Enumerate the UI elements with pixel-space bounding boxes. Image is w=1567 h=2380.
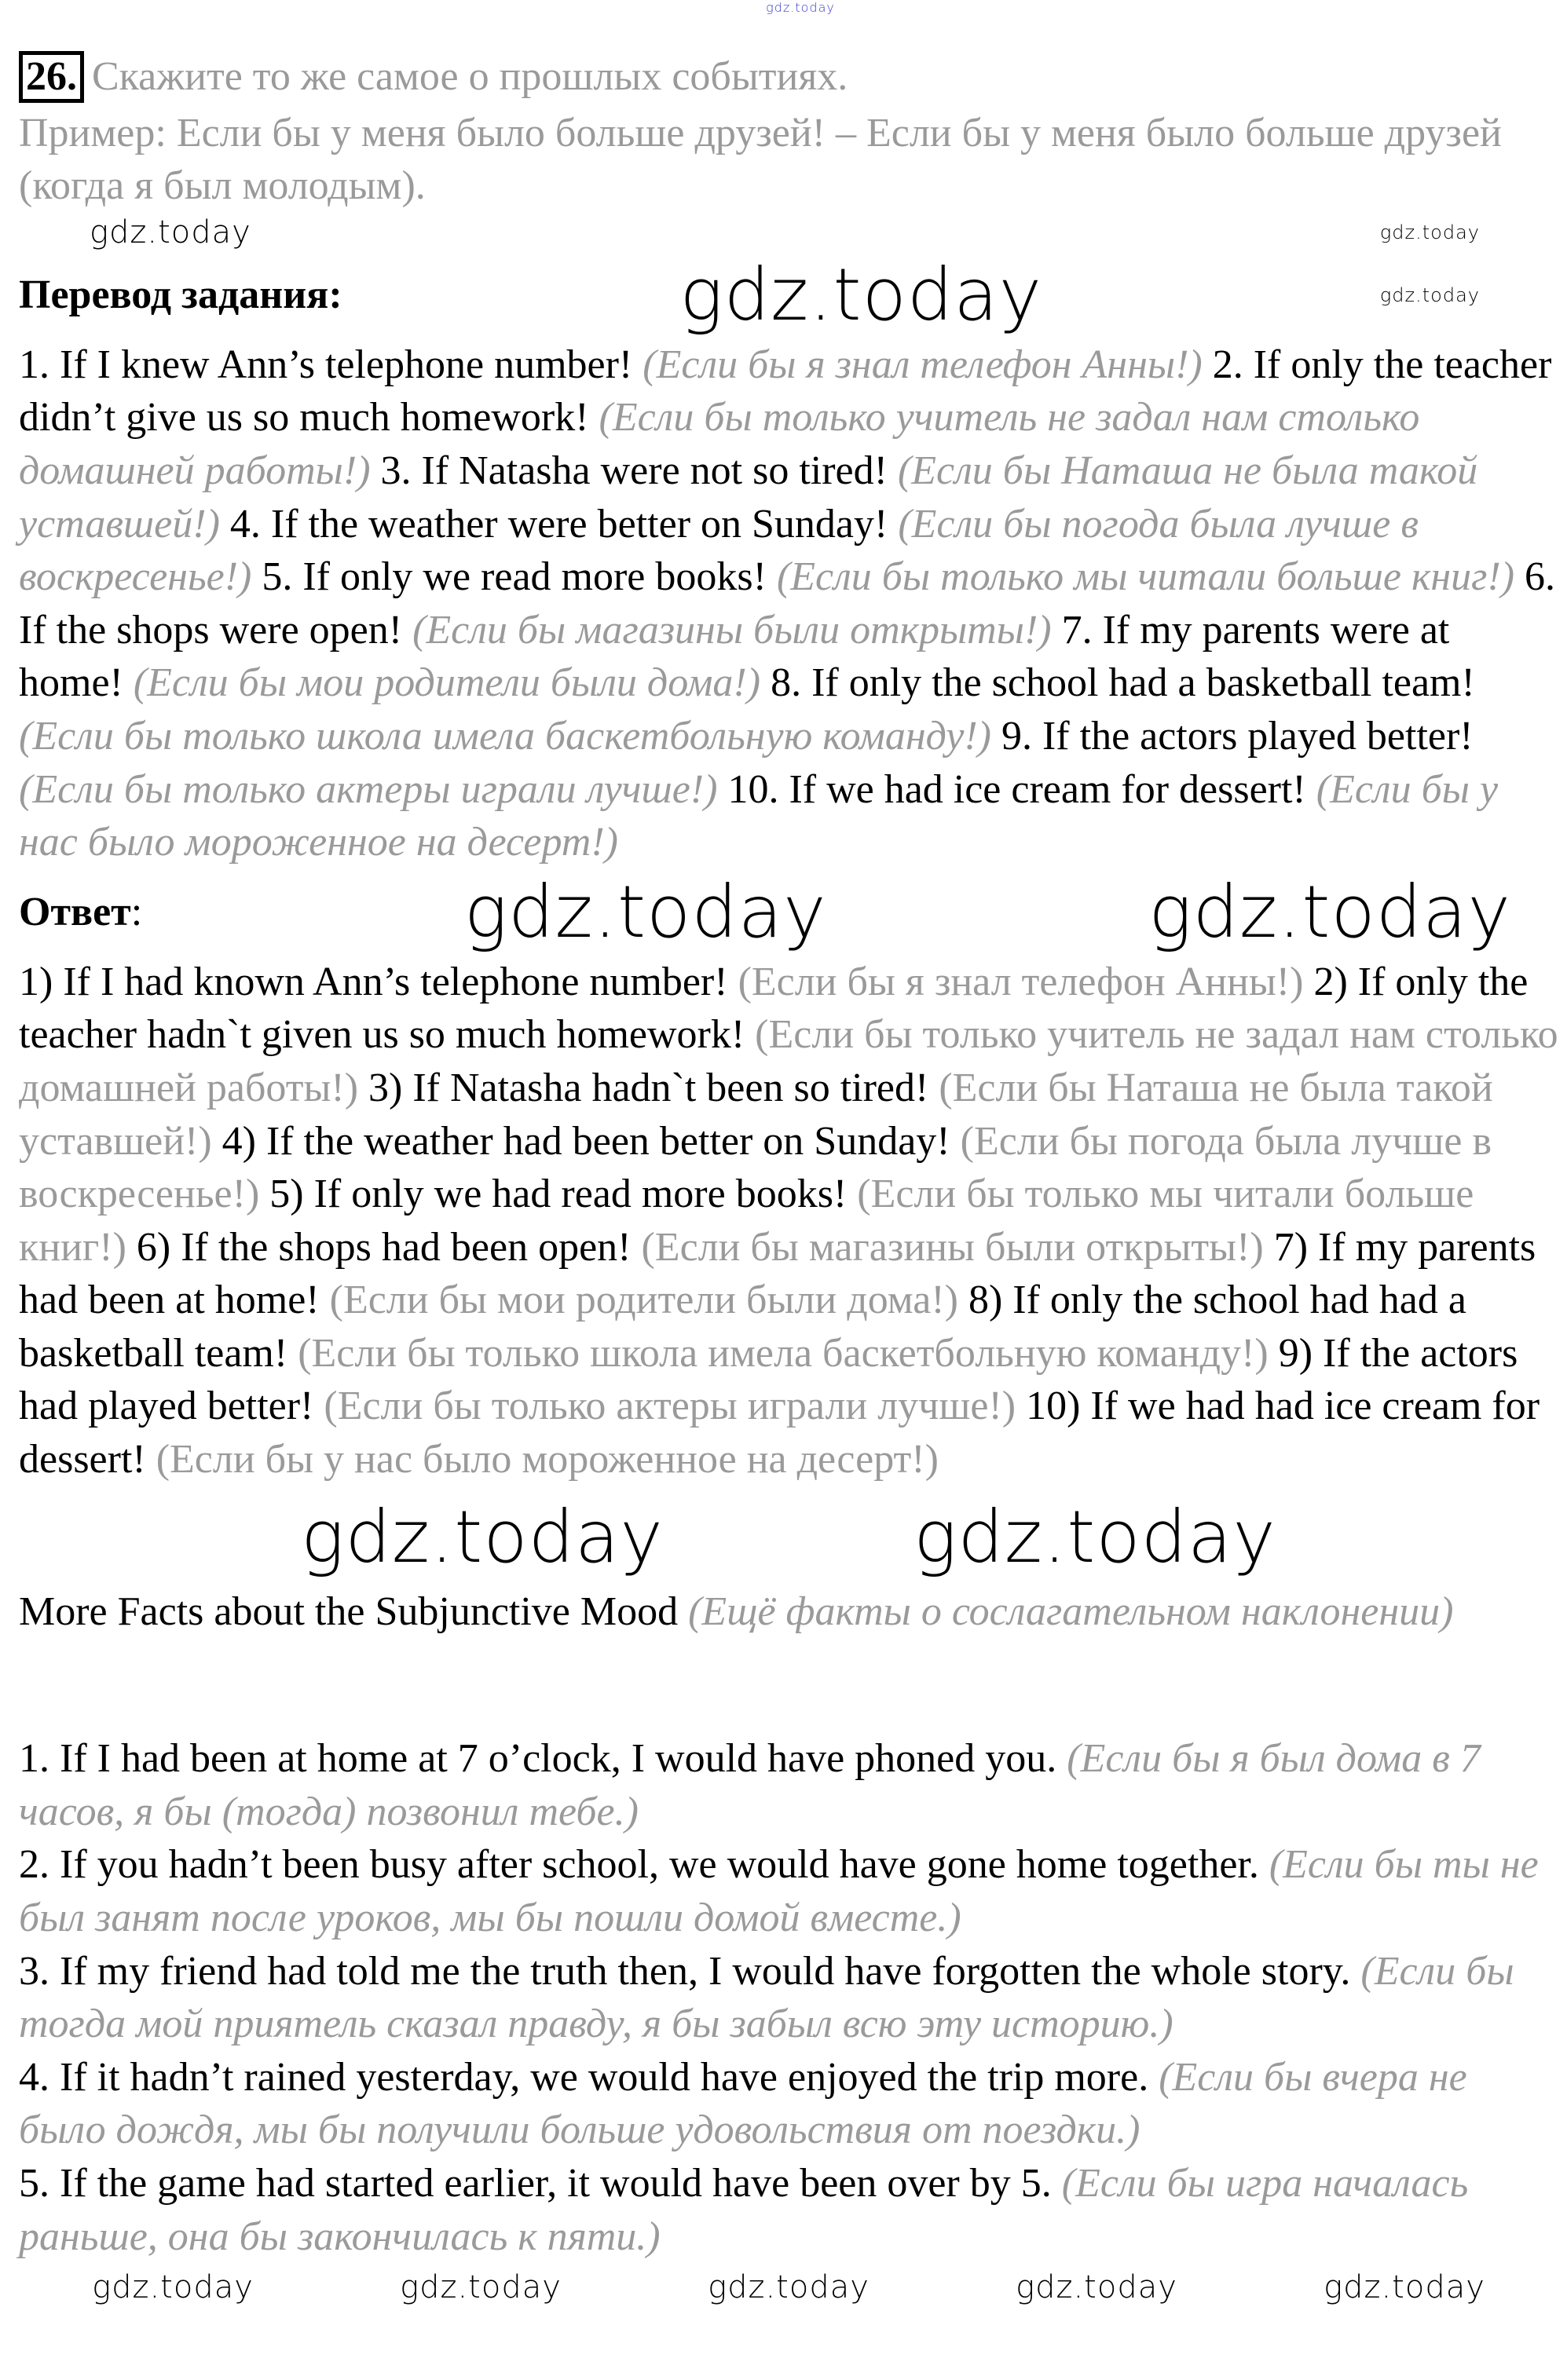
sentence-item — [19, 1945, 1558, 2051]
sentence-item — [19, 1838, 1558, 1944]
translation-paragraph — [19, 338, 1558, 869]
sentence-item — [262, 554, 1525, 599]
watermark: gdz.today — [708, 2269, 870, 2306]
russian-translation: (Если бы магазины были открыты!) — [641, 1224, 1274, 1270]
russian-translation: (Если бы только актеры играли лучше!) — [19, 766, 728, 812]
answer-paragraph — [19, 956, 1558, 1486]
watermark-row — [19, 213, 1558, 252]
answer-heading-row — [19, 869, 1558, 956]
russian-translation: (Если бы мои родители были дома!) — [329, 1278, 968, 1323]
watermark: gdz.today — [1148, 869, 1511, 954]
russian-translation: (Если бы Наташа не была такой уставшей!) — [19, 1065, 1493, 1164]
watermark: gdz.today — [90, 214, 251, 250]
english-sentence: 3. If my friend had told me the truth then, I would have forgotten the whole story. — [19, 1948, 1361, 1994]
russian-translation: (Если бы мои родители были дома!) — [133, 660, 771, 706]
russian-translation: (Если бы вчера не было дождя, мы бы получили больше удовольствия от поездки.) — [19, 2054, 1467, 2153]
english-sentence: 6) If the shops had been open! — [136, 1224, 642, 1270]
russian-translation: (Если бы я был дома в 7 часов, я бы (тогда) позвонил тебе.) — [19, 1736, 1481, 1834]
english-sentence: 3) If Natasha hadn`t been so tired! — [368, 1065, 939, 1110]
english-sentence: 10) If we had had ice cream for dessert! — [19, 1384, 1540, 1482]
english-sentence: 1. If I knew Ann’s telephone number! — [19, 342, 643, 387]
english-sentence: 4. If it hadn’t rained yesterday, we would have enjoyed the trip more. — [19, 2054, 1159, 2100]
russian-translation: (Если бы Наташа не была такой уставшей!) — [19, 448, 1478, 547]
russian-translation: (Если бы я знал телефон Анны!) — [643, 342, 1213, 387]
english-sentence: 3. If Natasha were not so tired! — [380, 448, 898, 493]
watermark: gdz.today — [913, 1494, 1276, 1579]
english-sentence: 5) If only we had read more books! — [269, 1172, 858, 1217]
russian-translation: (Если бы только учитель не задал нам столько домашней работы!) — [19, 1012, 1558, 1110]
watermark: gdz.today — [679, 252, 1043, 337]
sentence-item — [19, 2157, 1558, 2263]
more-facts-title — [19, 1585, 1558, 1639]
exercise-header — [19, 50, 1558, 104]
sentence-item — [19, 1732, 1558, 1838]
english-sentence: 10. If we had ice cream for dessert! — [727, 766, 1316, 812]
sentence-item — [137, 1225, 1274, 1270]
translation-heading-row — [19, 252, 1558, 338]
answer-heading: Ответ — [19, 889, 131, 934]
russian-translation: (Если бы я знал телефон Анны!) — [738, 959, 1314, 1004]
english-sentence: 4) If the weather had been better on Sunday! — [222, 1118, 961, 1164]
english-sentence: 2. If only the teacher didn’t give us so much homework! — [19, 342, 1552, 441]
spacer — [19, 1638, 1558, 1732]
russian-translation: (Если бы только учитель не задал нам столько домашней работы!) — [19, 395, 1420, 493]
exercise-example: Пример: Если бы у меня было больше друзей! – Если бы у меня было больше друзей (когда я был молодым). — [19, 110, 1502, 209]
watermark: gdz.today — [766, 0, 835, 15]
english-sentence: 1) If I had known Ann’s telephone number! — [19, 959, 738, 1004]
english-sentence: 5. If only we read more books! — [262, 554, 777, 600]
translation-heading: Перевод задания: — [19, 272, 342, 317]
sentence-item — [19, 960, 1313, 1004]
watermark-row — [19, 0, 1558, 16]
russian-translation: (Если бы у нас было мороженное на десерт!) — [156, 1437, 939, 1482]
russian-translation: (Если бы игра началась раньше, она бы закончилась к пяти.) — [19, 2161, 1469, 2259]
english-sentence: 4. If the weather were better on Sunday! — [229, 501, 899, 547]
english-sentence: 6. If the shops were open! — [19, 554, 1556, 653]
english-sentence: 2. If you hadn’t been busy after school, we would have gone home together. — [19, 1842, 1269, 1888]
sentence-item — [19, 342, 1213, 387]
watermark: gdz.today — [1324, 2269, 1485, 2306]
english-sentence: 8. If only the school had a basketball team! — [771, 660, 1475, 706]
watermark: gdz.today — [1379, 283, 1480, 306]
russian-translation: (Если бы только мы читали больше книг!) — [19, 1172, 1474, 1270]
english-sentence: 2) If only the teacher hadn`t given us so much homework! — [19, 959, 1529, 1058]
watermark: gdz.today — [1016, 2269, 1177, 2306]
english-sentence: 9) If the actors had played better! — [19, 1330, 1518, 1429]
russian-translation: (Если бы только мы читали больше книг!) — [776, 554, 1525, 600]
russian-translation: (Если бы магазины были открыты!) — [412, 607, 1062, 653]
exercise-number: 26. — [19, 51, 84, 103]
russian-translation: (Если бы только актеры играли лучше!) — [324, 1384, 1027, 1429]
watermark-row — [19, 1486, 1558, 1581]
watermark: gdz.today — [92, 2269, 254, 2306]
examples-list — [19, 1732, 1558, 2263]
watermark: gdz.today — [301, 1494, 664, 1579]
more-facts-title-ru: (Ещё факты о сослагательном наклонении) — [688, 1588, 1454, 1634]
english-sentence: 7) If my parents had been at home! — [19, 1224, 1536, 1323]
russian-translation: (Если бы тогда мой приятель сказал правду, я бы забыл всю эту историю.) — [19, 1948, 1514, 2047]
english-sentence: 5. If the game had started earlier, it would have been over by 5. — [19, 2161, 1062, 2206]
answer-colon: : — [130, 889, 143, 934]
russian-translation: (Если бы только школа имела баскетбольную команду!) — [298, 1330, 1279, 1376]
russian-translation: (Если бы у нас было мороженное на десерт!) — [19, 766, 1499, 865]
sentence-item — [19, 2051, 1558, 2157]
more-facts-title-en: More Facts about the Subjunctive Mood — [19, 1588, 689, 1634]
watermark-row — [19, 2263, 1558, 2307]
english-sentence: 9. If the actors played better! — [1001, 713, 1474, 759]
russian-translation: (Если бы только школа имела баскетбольную команду!) — [19, 713, 1001, 759]
watermark: gdz.today — [400, 2269, 562, 2306]
russian-translation: (Если бы погода была лучше в воскресенье!) — [19, 501, 1419, 600]
english-sentence: 8) If only the school had had a basketball team! — [19, 1278, 1466, 1376]
watermark: gdz.today — [1379, 221, 1480, 243]
exercise-instruction: Скажите то же самое о прошлых событиях. — [92, 54, 848, 99]
russian-translation: (Если бы погода была лучше в воскресенье!) — [19, 1118, 1492, 1217]
english-sentence: 1. If I had been at home at 7 o’clock, I would have phoned you. — [19, 1736, 1067, 1782]
english-sentence: 7. If my parents were at home! — [19, 607, 1450, 706]
watermark: gdz.today — [463, 869, 827, 954]
russian-translation: (Если бы ты не был занят после уроков, мы бы пошли домой вместе.) — [19, 1842, 1539, 1941]
